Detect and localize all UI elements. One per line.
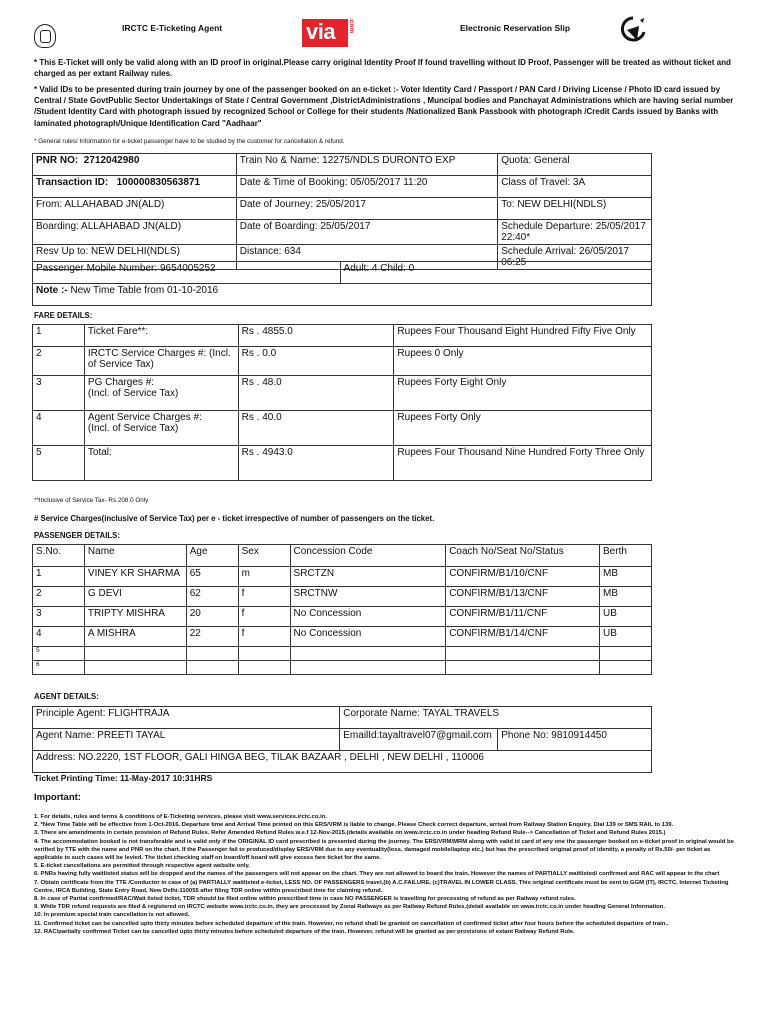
- class-cell: Class of Travel: 3A: [498, 176, 652, 198]
- passenger-cell: m: [238, 567, 290, 587]
- journey-date-cell: Date of Journey: 25/05/2017: [236, 198, 497, 220]
- passenger-header-cell: Concession Code: [290, 545, 446, 567]
- passenger-cell: [186, 647, 238, 661]
- agent-phone-cell: Phone No: 9810914450: [498, 729, 652, 751]
- important-point: 5. E-ticket cancellations are permitted through respective agent website only.: [34, 863, 250, 870]
- agent-title: IRCTC E-Ticketing Agent: [122, 23, 223, 33]
- important-point: 1. For details, rules and terms & conditions of E-Ticketing services, please visit www.services.irctc.co.in.: [34, 814, 328, 820]
- fare-item-cell: IRCTC Service Charges #: (Incl. of Service Tax): [84, 347, 238, 376]
- resv-up-to-cell: Resv Up to: NEW DELHI(NDLS): [33, 245, 237, 270]
- passenger-header-cell: Berth: [600, 545, 652, 567]
- passenger-header-cell: S.No.: [33, 545, 85, 567]
- passenger-cell: f: [238, 587, 290, 607]
- passenger-cell: No Concession: [290, 607, 446, 627]
- slip-title: Electronic Reservation Slip: [460, 23, 571, 33]
- passenger-cell: 62: [186, 587, 238, 607]
- agent-address-cell: Address: NO.2220, 1ST FLOOR, GALI HINGA BEG, TILAK BAZAAR , DELHI , NEW DELHI , 110006: [33, 751, 652, 773]
- fare-item-cell: Total:: [84, 446, 238, 481]
- passenger-cell: 6: [33, 661, 85, 675]
- agent-email-cell: EmailId:tayaltravel07@gmail.com: [340, 729, 498, 751]
- arrival-cell: Schedule Arrival: 26/05/2017 06:25: [498, 245, 652, 270]
- passenger-cell: [84, 647, 186, 661]
- important-point: 6. PNRs having fully waitlisted status will be dropped and the names of the passengers will not appear on the chart. They are not allowed to board the train. However the names of PARTIALLY waitlisted/ confirmed and RAC will appear in the chart: [34, 871, 720, 878]
- fare-no-cell: 5: [33, 446, 85, 481]
- important-point: 9. While TDR refund requests are filed & registered on IRCTC website www.irctc.co.in, they are processed by Zonal Railways as per Railway Refund Rules.(detail available on www.irctc.co.in under heading General Information.: [34, 904, 665, 911]
- fare-no-cell: 2: [33, 347, 85, 376]
- passenger-cell: [446, 661, 600, 675]
- boarding-date-cell: Date of Boarding: 25/05/2017: [236, 220, 497, 245]
- via-logo-suffix: .com: [348, 18, 355, 34]
- fare-table: [32, 324, 652, 481]
- note-label: Note :-: [36, 285, 68, 296]
- important-point: 11. Confirmed ticket can be cancelled upto thirty minutes before scheduled departure of the train. However, no refund shall be granted on cancellation of confirmed ticket after four hours before the scheduled departure of train..: [34, 920, 669, 927]
- fare-row: [33, 325, 652, 347]
- general-rules-notice: * General rules/ Information for e-ticket passenger have to be studied by the customer for cancellation & refund.: [34, 138, 345, 145]
- passenger-cell: f: [238, 627, 290, 647]
- passenger-cell: CONFIRM/B1/13/CNF: [446, 587, 600, 607]
- passenger-cell: [186, 661, 238, 675]
- passenger-cell: 3: [33, 607, 85, 627]
- boarding-cell: Boarding: ALLAHABAD JN(ALD): [33, 220, 237, 245]
- journey-table: [32, 153, 652, 270]
- fare-words-cell: Rupees Four Thousand Eight Hundred Fifty Five Only: [394, 325, 652, 347]
- passenger-cell: 22: [186, 627, 238, 647]
- passenger-cell: f: [238, 607, 290, 627]
- id-proof-notice: * This E-Ticket will only be valid along with an ID proof in original.Please carry original Identity Proof If found travelling without ID Proof, Passenger will be treated as without ticket and charged as per extant Railway rules.: [34, 58, 731, 79]
- passenger-header-row: [33, 545, 652, 567]
- fare-amount-cell: Rs . 4943.0: [238, 446, 394, 481]
- departure-cell: Schedule Departure: 25/05/2017 22:40*: [498, 220, 652, 245]
- passenger-cell: CONFIRM/B1/14/CNF: [446, 627, 600, 647]
- transaction-label: Transaction ID:: [36, 177, 109, 188]
- passenger-cell: TRIPTY MISHRA: [84, 607, 186, 627]
- passenger-cell: [446, 647, 600, 661]
- passenger-row: [33, 647, 652, 661]
- fare-words-cell: Rupees 0 Only: [394, 347, 652, 376]
- ticket-printing-time: Ticket Printing Time: 11-May-2017 10:31HRS: [34, 773, 213, 783]
- passenger-cell: UB: [600, 607, 652, 627]
- irctc-logo-icon: [620, 16, 646, 48]
- passenger-cell: SRCTNW: [290, 587, 446, 607]
- passenger-cell: [290, 647, 446, 661]
- principal-agent-cell: Principle Agent: FLIGHTRAJA: [33, 707, 340, 729]
- passenger-header-cell: Coach No/Seat No/Status: [446, 545, 600, 567]
- fare-row: [33, 411, 652, 446]
- fare-item-cell: Ticket Fare**:: [84, 325, 238, 347]
- passenger-cell: VINEY KR SHARMA: [84, 567, 186, 587]
- fare-amount-cell: Rs . 48.0: [238, 376, 394, 411]
- important-point: 7. Obtain certificate from the TTE /Conductor in case of (a) PARTIALLY waitlisted e-ticket, LESS NO. OF PASSENGERS travel,(b) A.C.FAILURE, (c)TRAVEL IN LOWER CLASS. This original certificate must be sent to GGM (IT), IRCTC, Internet Ticketing Centre, IRCA Building, State Entry Road, New Delhi-110055 after filing TDR online within prescribed time for claiming refund.: [34, 879, 729, 894]
- note-cell: [33, 284, 652, 306]
- fare-row: [33, 347, 652, 376]
- passenger-details-label: PASSENGER DETAILS:: [34, 531, 120, 540]
- national-emblem-icon: [34, 24, 56, 48]
- passenger-cell: 2: [33, 587, 85, 607]
- passenger-cell: MB: [600, 587, 652, 607]
- service-charges-note: # Service Charges(inclusive of Service Tax) per e - ticket irrespective of number of passengers on the ticket.: [34, 514, 435, 523]
- pnr-cell: [33, 154, 237, 176]
- valid-ids-notice: * Valid IDs to be presented during train journey by one of the passenger booked on an e-ticket :- Voter Identity Card / Passport / PAN Card / Driving License / Photo ID card issued by Central / State GovtPublic Sector Undertakings of State / Central Government ,DistrictAdministrations , Muncipal bodies and Panchayat Administrations which are having serial number /Student Identity Card with photograph issued by recognized School or College for their students /Nationalized Bank Passbook with photograph /Credit Cards issued by Banks with laminated photograph/Unique Identification Card "Aadhaar": [34, 85, 734, 128]
- passenger-cell: 5: [33, 647, 85, 661]
- important-point: 12. RAC/partially confirmed Ticket can be cancelled upto thirty minutes before scheduled departure of the train. However, refund will be granted as per provisions of extant Railway Refund Rule.: [34, 928, 575, 935]
- passenger-cell: [238, 661, 290, 675]
- important-point: 2. *New Time Table will be effective from 1-Oct-2016. Departure time and Arrival Time printed on this ERS/VRM is liable to change. Please Check correct departure, arrival from Railway Station Enquiry, Dial 139 or SMS RAIL to 139.: [34, 822, 674, 829]
- passenger-cell: 4: [33, 627, 85, 647]
- passenger-row: [33, 627, 652, 647]
- from-cell: From: ALLAHABAD JN(ALD): [33, 198, 237, 220]
- pnr-value: 2712042980: [83, 155, 140, 166]
- fare-no-cell: 4: [33, 411, 85, 446]
- adult-child-cell: Adult: 4 Child: 0: [340, 262, 651, 284]
- passenger-header-cell: Sex: [238, 545, 290, 567]
- passenger-row: [33, 587, 652, 607]
- passenger-cell: 65: [186, 567, 238, 587]
- service-tax-footnote: **Inclusive of Service Tax- Rs.208.0 Only: [34, 497, 149, 504]
- passenger-cell: 1: [33, 567, 85, 587]
- note-text: New Time Table from 01-10-2016: [67, 285, 219, 296]
- fare-amount-cell: Rs . 40.0: [238, 411, 394, 446]
- passenger-cell: [600, 647, 652, 661]
- fare-row: [33, 376, 652, 411]
- fare-row: [33, 446, 652, 481]
- fare-no-cell: 3: [33, 376, 85, 411]
- passenger-cell: UB: [600, 627, 652, 647]
- fare-words-cell: Rupees Forty Only: [394, 411, 652, 446]
- quota-cell: Quota: General: [498, 154, 652, 176]
- fare-item-cell: Agent Service Charges #: (Incl. of Service Tax): [84, 411, 238, 446]
- passenger-cell: [84, 661, 186, 675]
- passenger-cell: SRCTZN: [290, 567, 446, 587]
- transaction-cell: [33, 176, 237, 198]
- passenger-row: [33, 661, 652, 675]
- booking-time-cell: Date & Time of Booking: 05/05/2017 11:20: [236, 176, 497, 198]
- passenger-header-cell: Name: [84, 545, 186, 567]
- corporate-name-cell: Corporate Name: TAYAL TRAVELS: [340, 707, 652, 729]
- journey-extra-table: [32, 261, 652, 306]
- passenger-row: [33, 607, 652, 627]
- fare-amount-cell: Rs . 4855.0: [238, 325, 394, 347]
- passenger-row: [33, 567, 652, 587]
- train-cell: Train No & Name: 12275/NDLS DURONTO EXP: [236, 154, 497, 176]
- important-point: 3. There are amendments in certain provision of Refund Rules. Refer Amended Refund Rules w.e.f 12-Nov-2015.(details available on www.irctc.co.in under heading Refund Rule--> Cancellation of Ticket and Refund Rules 2015.): [34, 830, 666, 837]
- fare-words-cell: Rupees Four Thousand Nine Hundred Forty Three Only: [394, 446, 652, 481]
- important-list: [34, 813, 734, 936]
- slip-header: [30, 14, 750, 60]
- distance-cell: Distance: 634: [236, 245, 497, 270]
- mobile-cell: Passenger Mobile Number: 9654005252: [33, 262, 341, 284]
- passenger-cell: A MISHRA: [84, 627, 186, 647]
- passenger-cell: [290, 661, 446, 675]
- fare-amount-cell: Rs . 0.0: [238, 347, 394, 376]
- to-cell: To: NEW DELHI(NDLS): [498, 198, 652, 220]
- passenger-cell: MB: [600, 567, 652, 587]
- agent-table: [32, 706, 652, 773]
- passenger-header-cell: Age: [186, 545, 238, 567]
- fare-words-cell: Rupees Forty Eight Only: [394, 376, 652, 411]
- passenger-cell: CONFIRM/B1/11/CNF: [446, 607, 600, 627]
- passenger-cell: 20: [186, 607, 238, 627]
- fare-details-label: FARE DETAILS:: [34, 311, 93, 320]
- pnr-label: PNR NO:: [36, 155, 79, 166]
- passenger-cell: CONFIRM/B1/10/CNF: [446, 567, 600, 587]
- fare-item-cell: PG Charges #: (Incl. of Service Tax): [84, 376, 238, 411]
- passenger-table: [32, 544, 652, 675]
- important-heading: Important:: [34, 792, 81, 803]
- agent-details-label: AGENT DETAILS:: [34, 692, 99, 701]
- via-logo: via: [302, 19, 348, 47]
- important-point: 8. In case of Partial confirmed/RAC/Wait listed ticket, TDR should be filed online within prescribed time in case NO PASSENGER is travelling for processing of refund as per Railway refund rules.: [34, 896, 576, 903]
- fare-no-cell: 1: [33, 325, 85, 347]
- important-point: 10. In premium special train cancellation is not allowed.: [34, 912, 190, 919]
- agent-name-cell: Agent Name: PREETI TAYAL: [33, 729, 340, 751]
- important-point: 4. The accommodation booked is not transferable and is valid only if the ORIGINAL ID card prescribed is presented during the journey. The ERS/VRM/MRM along with valid id card of any one the passenger booked on e-ticket proof in original would be verified by TTE with the name and PNR on the chart. If the Passenger fail to produced/display ERS/VRM due to any eventuality(loss, damaged mobile/laptop etc.) but has the prescribed original proof of identity, a penalty of Rs.50/- per ticket as applicable to such cases will be levied. The ticket checking staff on board/off board will give excess fare ticket for the same.: [34, 838, 734, 862]
- passenger-cell: [238, 647, 290, 661]
- passenger-cell: [600, 661, 652, 675]
- transaction-value: 100000830563871: [116, 177, 201, 188]
- passenger-cell: G DEVI: [84, 587, 186, 607]
- passenger-cell: No Concession: [290, 627, 446, 647]
